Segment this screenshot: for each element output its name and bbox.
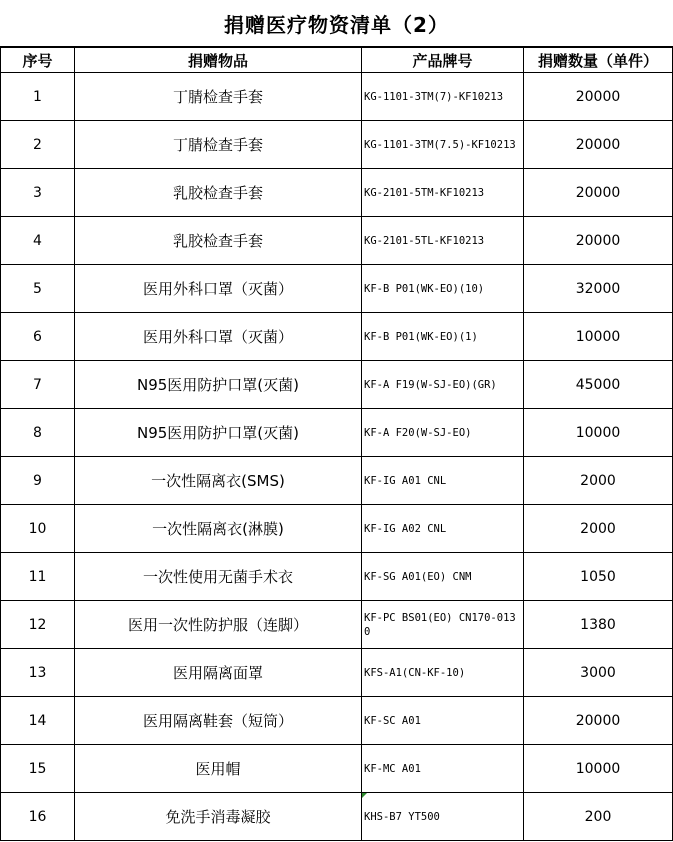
cell-model[interactable]: KF-PC BS01(EO) CN170-0130: [362, 601, 524, 649]
table-row: [1, 745, 673, 793]
header-qty[interactable]: 捐赠数量（单件）: [524, 48, 673, 73]
cell-model[interactable]: KG-2101-5TL-KF10213: [362, 217, 524, 265]
sheet-title[interactable]: 捐赠医疗物资清单（2）: [0, 0, 673, 47]
cell-item[interactable]: 医用隔离面罩: [75, 649, 362, 697]
table-row: [1, 601, 673, 649]
cell-seq[interactable]: 2: [1, 121, 75, 169]
cell-item[interactable]: 医用一次性防护服（连脚）: [75, 601, 362, 649]
cell-model[interactable]: KG-1101-3TM(7.5)-KF10213: [362, 121, 524, 169]
cell-item[interactable]: 乳胶检查手套: [75, 169, 362, 217]
cell-seq[interactable]: 7: [1, 361, 75, 409]
table-body: [1, 73, 673, 841]
cell-qty[interactable]: 2000: [524, 457, 673, 505]
cell-qty[interactable]: 1050: [524, 553, 673, 601]
cell-item[interactable]: 丁腈检查手套: [75, 121, 362, 169]
cell-model[interactable]: KG-1101-3TM(7)-KF10213: [362, 73, 524, 121]
table-row: [1, 217, 673, 265]
table-row: [1, 169, 673, 217]
cell-model[interactable]: [362, 793, 524, 841]
table-row: [1, 361, 673, 409]
cell-qty[interactable]: 10000: [524, 745, 673, 793]
cell-item[interactable]: 一次性隔离衣(淋膜): [75, 505, 362, 553]
cell-qty[interactable]: 45000: [524, 361, 673, 409]
cell-indicator-icon: [362, 793, 367, 798]
table-row: [1, 505, 673, 553]
header-row: [1, 48, 673, 73]
cell-seq[interactable]: 10: [1, 505, 75, 553]
cell-item[interactable]: 丁腈检查手套: [75, 73, 362, 121]
cell-seq[interactable]: 6: [1, 313, 75, 361]
cell-seq[interactable]: 12: [1, 601, 75, 649]
table-row: [1, 649, 673, 697]
cell-seq[interactable]: 3: [1, 169, 75, 217]
table-row: [1, 121, 673, 169]
cell-qty[interactable]: 10000: [524, 409, 673, 457]
cell-model[interactable]: KF-A F20(W-SJ-EO): [362, 409, 524, 457]
cell-item[interactable]: N95医用防护口罩(灭菌): [75, 409, 362, 457]
header-model[interactable]: 产品牌号: [362, 48, 524, 73]
cell-seq[interactable]: 11: [1, 553, 75, 601]
cell-qty[interactable]: 1380: [524, 601, 673, 649]
cell-item[interactable]: 乳胶检查手套: [75, 217, 362, 265]
cell-item[interactable]: N95医用防护口罩(灭菌): [75, 361, 362, 409]
cell-qty[interactable]: 200: [524, 793, 673, 841]
cell-seq[interactable]: 16: [1, 793, 75, 841]
cell-item[interactable]: 医用外科口罩（灭菌）: [75, 313, 362, 361]
cell-model[interactable]: KF-A F19(W-SJ-EO)(GR): [362, 361, 524, 409]
cell-model[interactable]: KF-IG A02 CNL: [362, 505, 524, 553]
cell-qty[interactable]: 20000: [524, 73, 673, 121]
cell-seq[interactable]: 15: [1, 745, 75, 793]
table-row: [1, 409, 673, 457]
header-item[interactable]: 捐赠物品: [75, 48, 362, 73]
table-row: [1, 793, 673, 841]
table-row: [1, 313, 673, 361]
cell-model[interactable]: KF-MC A01: [362, 745, 524, 793]
cell-item[interactable]: 医用隔离鞋套（短筒）: [75, 697, 362, 745]
cell-seq[interactable]: 14: [1, 697, 75, 745]
cell-seq[interactable]: 5: [1, 265, 75, 313]
cell-item[interactable]: 医用外科口罩（灭菌）: [75, 265, 362, 313]
table-row: [1, 697, 673, 745]
cell-model[interactable]: KF-B P01(WK-EO)(10): [362, 265, 524, 313]
cell-qty[interactable]: 20000: [524, 697, 673, 745]
cell-model[interactable]: KG-2101-5TM-KF10213: [362, 169, 524, 217]
cell-seq[interactable]: 13: [1, 649, 75, 697]
cell-qty[interactable]: 20000: [524, 217, 673, 265]
cell-seq[interactable]: 1: [1, 73, 75, 121]
table-row: [1, 73, 673, 121]
cell-seq[interactable]: 8: [1, 409, 75, 457]
header-seq[interactable]: 序号: [1, 48, 75, 73]
table-row: [1, 553, 673, 601]
cell-model[interactable]: KF-SG A01(EO) CNM: [362, 553, 524, 601]
cell-qty[interactable]: 20000: [524, 121, 673, 169]
cell-item[interactable]: 一次性使用无菌手术衣: [75, 553, 362, 601]
cell-model[interactable]: KFS-A1(CN-KF-10): [362, 649, 524, 697]
cell-model-text: KHS-B7 YT500: [364, 810, 440, 823]
cell-qty[interactable]: 3000: [524, 649, 673, 697]
table-row: [1, 265, 673, 313]
cell-seq[interactable]: 4: [1, 217, 75, 265]
cell-model[interactable]: KF-IG A01 CNL: [362, 457, 524, 505]
cell-item[interactable]: 一次性隔离衣(SMS): [75, 457, 362, 505]
cell-model[interactable]: KF-B P01(WK-EO)(1): [362, 313, 524, 361]
cell-model[interactable]: KF-SC A01: [362, 697, 524, 745]
cell-item[interactable]: 医用帽: [75, 745, 362, 793]
donation-table: [0, 47, 673, 841]
cell-item[interactable]: 免洗手消毒凝胶: [75, 793, 362, 841]
cell-qty[interactable]: 10000: [524, 313, 673, 361]
cell-qty[interactable]: 32000: [524, 265, 673, 313]
cell-qty[interactable]: 20000: [524, 169, 673, 217]
cell-seq[interactable]: 9: [1, 457, 75, 505]
table-row: [1, 457, 673, 505]
cell-qty[interactable]: 2000: [524, 505, 673, 553]
